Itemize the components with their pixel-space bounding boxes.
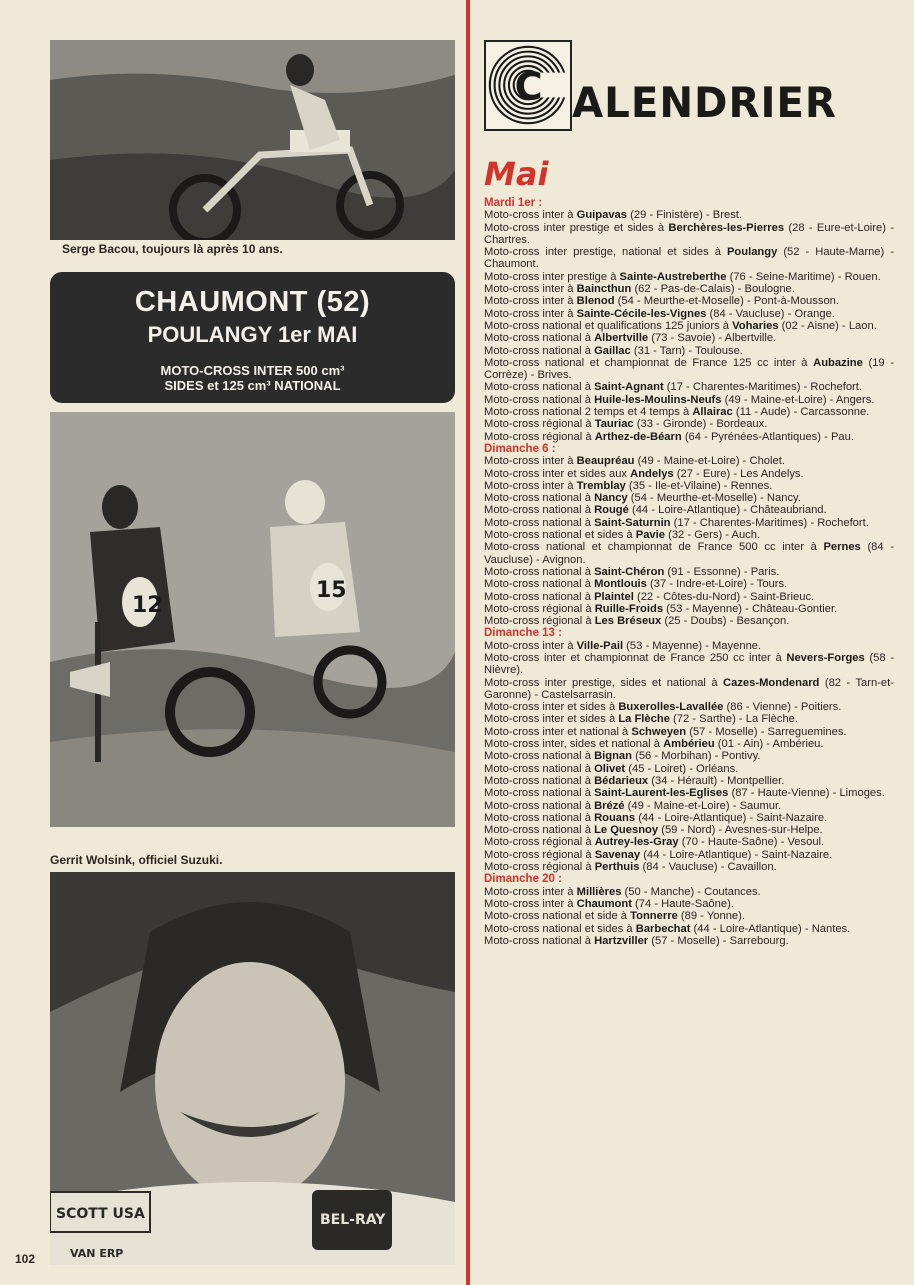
entry-event-type: Moto-cross inter à bbox=[484, 897, 577, 910]
entry-event-type: Moto-cross régional à bbox=[484, 836, 595, 849]
entry-location-detail: (29 - Finistère) - Brest. bbox=[627, 209, 743, 222]
calendar-entry bbox=[484, 923, 894, 935]
entry-event-type: Moto-cross inter à bbox=[484, 885, 577, 898]
entry-location-detail: (84 - Vaucluse) - Cavaillon. bbox=[639, 861, 777, 874]
entry-location-detail: (58 - Nièvre). bbox=[484, 651, 894, 677]
entry-location-detail: (44 - Loire-Atlantique) - Nantes. bbox=[690, 922, 851, 935]
photo-portrait-gerrit-wolsink bbox=[50, 872, 455, 1265]
entry-place: Saint-Saturnin bbox=[594, 516, 671, 529]
entry-place: Olivet bbox=[594, 762, 626, 775]
entry-place: Millières bbox=[576, 885, 622, 898]
entry-place: Saint-Agnant bbox=[594, 381, 664, 394]
entry-event-type: Moto-cross national à bbox=[484, 811, 595, 824]
entry-event-type: Moto-cross inter à bbox=[484, 639, 577, 652]
calendar-entry bbox=[484, 701, 894, 713]
entry-location-detail: (91 - Essonne) - Paris. bbox=[664, 565, 780, 578]
entry-place: Poulangy bbox=[726, 246, 778, 259]
entry-place: La Flèche bbox=[618, 713, 670, 726]
entry-event-type: Moto-cross national à bbox=[484, 824, 595, 837]
entry-event-type: Moto-cross national et sides à bbox=[484, 529, 636, 542]
entry-location-detail: (44 - Loire-Atlantique) - Châteaubriand. bbox=[628, 504, 827, 517]
entry-location-detail: (17 - Charentes-Maritimes) - Rochefort. bbox=[663, 381, 862, 394]
entry-location-detail: (17 - Charentes-Maritimes) - Rochefort. bbox=[670, 516, 869, 529]
entry-location-detail: (19 - Corrèze) - Brives. bbox=[484, 356, 894, 382]
entry-location-detail: (44 - Loire-Atlantique) - Saint-Nazaire. bbox=[640, 848, 833, 861]
entry-location-detail: (87 - Haute-Vienne) - Limoges. bbox=[728, 787, 885, 800]
entry-location-detail: (02 - Aisne) - Laon. bbox=[778, 319, 877, 332]
entry-place: Cazes-Mondenard bbox=[723, 676, 820, 689]
calendar-entry bbox=[484, 713, 894, 725]
entry-event-type: Moto-cross inter et national à bbox=[484, 725, 632, 738]
calendar-entry bbox=[484, 541, 894, 566]
entry-event-type: Moto-cross national à bbox=[484, 504, 595, 517]
entry-place: Sainte-Austreberthe bbox=[619, 270, 727, 283]
entry-location-detail: (54 - Meurthe-et-Moselle) - Pont-à-Mousson. bbox=[614, 295, 840, 308]
calendar-entry bbox=[484, 849, 894, 861]
photo-caption-top: Serge Bacou, toujours là après 10 ans. bbox=[62, 242, 283, 256]
entry-location-detail: (45 - Loiret) - Orléans. bbox=[625, 762, 739, 775]
shirt-logo-text: BEL-RAY bbox=[320, 1212, 386, 1228]
calendar-entry bbox=[484, 332, 894, 344]
calendar-entry bbox=[484, 812, 894, 824]
entry-event-type: Moto-cross national 2 temps et 4 temps à bbox=[484, 406, 693, 419]
entry-location-detail: (70 - Haute-Saône) - Vesoul. bbox=[678, 836, 825, 849]
entry-place: Les Bréseux bbox=[594, 615, 662, 628]
entry-place: Rougé bbox=[594, 504, 629, 517]
entry-location-detail: (62 - Pas-de-Calais) - Boulogne. bbox=[631, 283, 795, 296]
entry-location-detail: (11 - Aude) - Carcassonne. bbox=[732, 406, 870, 419]
calendar-logo-c bbox=[484, 40, 572, 131]
calendar-entry bbox=[484, 750, 894, 762]
entry-place: Montlouis bbox=[594, 578, 647, 591]
day-heading: Dimanche 13 : bbox=[484, 627, 562, 640]
calendar-entry bbox=[484, 677, 894, 702]
event-calendar bbox=[484, 197, 894, 947]
calendar-entry bbox=[484, 603, 894, 615]
entry-place: Blenod bbox=[576, 295, 615, 308]
calendar-entry bbox=[484, 455, 894, 467]
entry-event-type: Moto-cross inter à bbox=[484, 283, 577, 296]
entry-event-type: Moto-cross régional à bbox=[484, 861, 595, 874]
entry-event-type: Moto-cross national à bbox=[484, 393, 595, 406]
entry-location-detail: (52 - Haute-Marne) - Chaumont. bbox=[484, 246, 894, 271]
entry-place: Ambérieu bbox=[663, 738, 715, 751]
calendar-title: ALENDRIER bbox=[572, 78, 837, 127]
entry-location-detail: (01 - Ain) - Ambérieu. bbox=[714, 738, 824, 751]
entry-event-type: Moto-cross national à bbox=[484, 750, 595, 763]
entry-place: Arthez-de-Béarn bbox=[594, 430, 682, 443]
entry-event-type: Moto-cross national à bbox=[484, 344, 595, 357]
entry-place: Gaillac bbox=[594, 344, 631, 357]
calendar-entry bbox=[484, 357, 894, 382]
entry-location-detail: (22 - Côtes-du-Nord) - Saint-Brieuc. bbox=[633, 590, 815, 603]
entry-place: Tonnerre bbox=[630, 910, 678, 923]
entry-place: Rouans bbox=[594, 811, 636, 824]
calendar-entry bbox=[484, 406, 894, 418]
entry-location-detail: (53 - Mayenne) - Château-Gontier. bbox=[663, 602, 838, 615]
badge-text: SCOTT USA bbox=[56, 1206, 145, 1222]
calendar-entry bbox=[484, 246, 894, 271]
entry-location-detail: (44 - Loire-Atlantique) - Saint-Nazaire. bbox=[635, 811, 828, 824]
entry-event-type: Moto-cross inter à bbox=[484, 479, 577, 492]
entry-location-detail: (37 - Indre-et-Loire) - Tours. bbox=[646, 578, 788, 591]
calendar-entry bbox=[484, 910, 894, 922]
entry-place: Barbechat bbox=[635, 922, 691, 935]
calendar-entry bbox=[484, 492, 894, 504]
banner-line-2: POULANGY 1er MAI bbox=[147, 322, 358, 347]
entry-location-detail: (82 - Tarn-et-Garonne) - Castelsarrasin. bbox=[484, 676, 894, 701]
calendar-entry bbox=[484, 935, 894, 947]
entry-location-detail: (49 - Maine-et-Loire) - Cholet. bbox=[634, 455, 785, 468]
entry-place: Pavie bbox=[635, 529, 665, 542]
entry-place: Huile-les-Moulins-Neufs bbox=[594, 393, 722, 406]
calendar-entry bbox=[484, 308, 894, 320]
entry-event-type: Moto-cross inter et sides à bbox=[484, 713, 619, 726]
banner-line-3: MOTO-CROSS INTER 500 cm³ bbox=[160, 363, 345, 378]
entry-location-detail: (49 - Maine-et-Loire) - Angers. bbox=[721, 393, 875, 406]
calendar-entry bbox=[484, 320, 894, 332]
entry-place: Tauriac bbox=[594, 418, 634, 431]
entry-place: Brézé bbox=[594, 799, 625, 812]
page-number: 102 bbox=[15, 1252, 36, 1266]
entry-place: Beaupréau bbox=[576, 455, 635, 468]
entry-location-detail: (53 - Mayenne) - Mayenne. bbox=[623, 639, 762, 652]
entry-location-detail: (72 - Sarthe) - La Flèche. bbox=[669, 713, 799, 726]
entry-location-detail: (33 - Gironde) - Bordeaux. bbox=[633, 418, 768, 431]
entry-event-type: Moto-cross régional à bbox=[484, 602, 595, 615]
entry-event-type: Moto-cross régional à bbox=[484, 418, 595, 431]
calendar-entry bbox=[484, 726, 894, 738]
entry-location-detail: (89 - Yonne). bbox=[677, 910, 745, 923]
entry-event-type: Moto-cross inter prestige à bbox=[484, 270, 620, 283]
calendar-entry bbox=[484, 800, 894, 812]
entry-location-detail: (34 - Hérault) - Montpellier. bbox=[648, 774, 785, 787]
calendar-entry bbox=[484, 775, 894, 787]
entry-event-type: Moto-cross inter à bbox=[484, 307, 577, 320]
calendar-entry bbox=[484, 591, 894, 603]
calendar-entry bbox=[484, 283, 894, 295]
entry-place: Allairac bbox=[692, 406, 733, 419]
calendar-entry bbox=[484, 517, 894, 529]
calendar-entry bbox=[484, 209, 894, 221]
entry-event-type: Moto-cross national à bbox=[484, 774, 595, 787]
day-heading: Dimanche 20 : bbox=[484, 873, 562, 886]
entry-place: Voharies bbox=[732, 319, 779, 332]
month-heading: Mai bbox=[484, 155, 549, 193]
entry-location-detail: (49 - Maine-et-Loire) - Saumur. bbox=[624, 799, 782, 812]
entry-location-detail: (50 - Manche) - Coutances. bbox=[621, 885, 761, 898]
entry-event-type: Moto-cross inter prestige et sides à bbox=[484, 221, 669, 234]
entry-event-type: Moto-cross inter à bbox=[484, 295, 577, 308]
entry-location-detail: (54 - Meurthe-et-Moselle) - Nancy. bbox=[627, 492, 801, 505]
entry-event-type: Moto-cross national et side à bbox=[484, 910, 631, 923]
entry-event-type: Moto-cross régional à bbox=[484, 848, 595, 861]
calendar-entry bbox=[484, 271, 894, 283]
entry-event-type: Moto-cross national à bbox=[484, 565, 595, 578]
entry-event-type: Moto-cross national à bbox=[484, 762, 595, 775]
banner-line-3-4 bbox=[50, 363, 455, 393]
calendar-entry bbox=[484, 480, 894, 492]
entry-event-type: Moto-cross inter et sides aux bbox=[484, 467, 631, 480]
photo-caption-middle: Gerrit Wolsink, officiel Suzuki. bbox=[50, 853, 223, 867]
entry-event-type: Moto-cross national et sides à bbox=[484, 922, 636, 935]
entry-place: Andelys bbox=[630, 467, 674, 480]
entry-event-type: Moto-cross national à bbox=[484, 332, 595, 345]
calendar-entry bbox=[484, 504, 894, 516]
entry-location-detail: (31 - Tarn) - Toulouse. bbox=[630, 344, 743, 357]
entry-event-type: Moto-cross national et championnat de France 125 cc inter à bbox=[484, 356, 814, 369]
entry-place: Pernes bbox=[823, 541, 861, 554]
entry-location-detail: (84 - Vaucluse) - Orange. bbox=[706, 307, 835, 320]
entry-event-type: Moto-cross national à bbox=[484, 578, 595, 591]
calendar-entry bbox=[484, 738, 894, 750]
calendar-entry bbox=[484, 345, 894, 357]
entry-location-detail: (59 - Nord) - Avesnes-sur-Helpe. bbox=[658, 824, 823, 837]
entry-event-type: Moto-cross national et championnat de France 500 cc inter à bbox=[484, 541, 824, 554]
photo-rider-serge-bacou bbox=[50, 40, 455, 240]
entry-place: Bédarieux bbox=[594, 774, 649, 787]
entry-event-type: Moto-cross national à bbox=[484, 934, 595, 947]
logo-letter: C bbox=[514, 65, 543, 110]
sponsor-text: VAN ERP bbox=[70, 1247, 124, 1260]
entry-place: Ruille-Froids bbox=[594, 602, 664, 615]
calendar-entry bbox=[484, 640, 894, 652]
calendar-entry bbox=[484, 431, 894, 443]
banner-line-1: CHAUMONT (52) bbox=[134, 286, 371, 318]
entry-event-type: Moto-cross inter, sides et national à bbox=[484, 738, 664, 751]
entry-event-type: Moto-cross inter prestige, sides et national à bbox=[484, 676, 724, 689]
entry-place: Nancy bbox=[594, 492, 628, 505]
calendar-entry bbox=[484, 468, 894, 480]
calendar-entry bbox=[484, 861, 894, 873]
day-heading: Mardi 1er : bbox=[484, 197, 543, 209]
calendar-entry bbox=[484, 529, 894, 541]
day-heading: Dimanche 6 : bbox=[484, 442, 556, 455]
entry-place: Nevers-Forges bbox=[786, 651, 865, 664]
entry-place: Plaintel bbox=[594, 590, 634, 603]
entry-event-type: Moto-cross inter à bbox=[484, 209, 577, 222]
entry-place: Hartzviller bbox=[594, 934, 649, 947]
entry-event-type: Moto-cross national à bbox=[484, 492, 595, 505]
entry-location-detail: (35 - Ile-et-Vilaine) - Rennes. bbox=[625, 479, 773, 492]
entry-place: Bignan bbox=[594, 750, 632, 763]
entry-location-detail: (74 - Haute-Saône). bbox=[631, 897, 734, 910]
entry-location-detail: (84 - Vaucluse) - Avignon. bbox=[484, 541, 894, 566]
calendar-entry bbox=[484, 394, 894, 406]
entry-place: Schweyen bbox=[631, 725, 687, 738]
entry-event-type: Moto-cross national et qualifications 125 juniors à bbox=[484, 319, 733, 332]
bike-number-15: 15 bbox=[316, 578, 347, 603]
calendar-entry bbox=[484, 898, 894, 910]
calendar-entry bbox=[484, 787, 894, 799]
bike-number-12: 12 bbox=[132, 593, 163, 618]
entry-location-detail: (64 - Pyrénées-Atlantiques) - Pau. bbox=[681, 430, 854, 443]
entry-event-type: Moto-cross national à bbox=[484, 799, 595, 812]
event-banner bbox=[50, 272, 455, 403]
entry-place: Autrey-les-Gray bbox=[594, 836, 679, 849]
entry-location-detail: (25 - Doubs) - Besançon. bbox=[661, 615, 790, 628]
entry-place: Savenay bbox=[594, 848, 641, 861]
entry-location-detail: (57 - Moselle) - Sarreguemines. bbox=[686, 725, 847, 738]
entry-place: Tremblay bbox=[576, 479, 626, 492]
entry-event-type: Moto-cross national à bbox=[484, 787, 595, 800]
entry-event-type: Moto-cross inter à bbox=[484, 455, 577, 468]
entry-event-type: Moto-cross inter prestige, national et sides à bbox=[484, 246, 727, 259]
calendar-entry bbox=[484, 615, 894, 627]
entry-place: Ville-Pail bbox=[576, 639, 624, 652]
entry-event-type: Moto-cross national à bbox=[484, 381, 595, 394]
photo-two-riders bbox=[50, 412, 455, 827]
entry-location-detail: (86 - Vienne) - Poitiers. bbox=[723, 701, 842, 714]
entry-place: Perthuis bbox=[594, 861, 640, 874]
entry-location-detail: (27 - Eure) - Les Andelys. bbox=[673, 467, 804, 480]
calendar-entry bbox=[484, 381, 894, 393]
entry-place: Berchères-les-Pierres bbox=[668, 221, 785, 234]
entry-place: Saint-Laurent-les-Eglises bbox=[594, 787, 729, 800]
entry-event-type: Moto-cross national à bbox=[484, 516, 595, 529]
calendar-entry bbox=[484, 295, 894, 307]
entry-event-type: Moto-cross régional à bbox=[484, 430, 595, 443]
calendar-entry bbox=[484, 578, 894, 590]
entry-location-detail: (56 - Morbihan) - Pontivy. bbox=[631, 750, 761, 763]
entry-place: Saint-Chéron bbox=[594, 565, 665, 578]
entry-place: Buxerolles-Lavallée bbox=[618, 701, 724, 714]
entry-location-detail: (73 - Savoie) - Albertville. bbox=[648, 332, 777, 345]
entry-place: Aubazine bbox=[813, 356, 863, 369]
calendar-entry bbox=[484, 566, 894, 578]
entry-event-type: Moto-cross inter et championnat de France 250 cc inter à bbox=[484, 651, 787, 664]
calendar-entry bbox=[484, 652, 894, 677]
entry-place: Chaumont bbox=[576, 897, 632, 910]
entry-location-detail: (57 - Moselle) - Sarrebourg. bbox=[648, 934, 789, 947]
calendar-entry bbox=[484, 418, 894, 430]
calendar-entry bbox=[484, 222, 894, 247]
entry-place: Albertville bbox=[594, 332, 649, 345]
entry-place: Baincthun bbox=[576, 283, 632, 296]
entry-event-type: Moto-cross régional à bbox=[484, 615, 595, 628]
banner-line-4: SIDES et 125 cm³ NATIONAL bbox=[164, 378, 341, 393]
calendar-entry bbox=[484, 824, 894, 836]
entry-event-type: Moto-cross national à bbox=[484, 590, 595, 603]
entry-place: Sainte-Cécile-les-Vignes bbox=[576, 307, 707, 320]
entry-place: Le Quesnoy bbox=[594, 824, 659, 837]
entry-location-detail: (28 - Eure-et-Loire) - Chartres. bbox=[484, 221, 894, 246]
entry-event-type: Moto-cross inter et sides à bbox=[484, 701, 619, 714]
entry-place: Guipavas bbox=[576, 209, 628, 222]
calendar-entry bbox=[484, 836, 894, 848]
entry-location-detail: (32 - Gers) - Auch. bbox=[664, 529, 761, 542]
column-divider bbox=[466, 0, 470, 1285]
entry-location-detail: (76 - Seine-Maritime) - Rouen. bbox=[726, 270, 881, 283]
calendar-entry bbox=[484, 763, 894, 775]
calendar-entry bbox=[484, 886, 894, 898]
